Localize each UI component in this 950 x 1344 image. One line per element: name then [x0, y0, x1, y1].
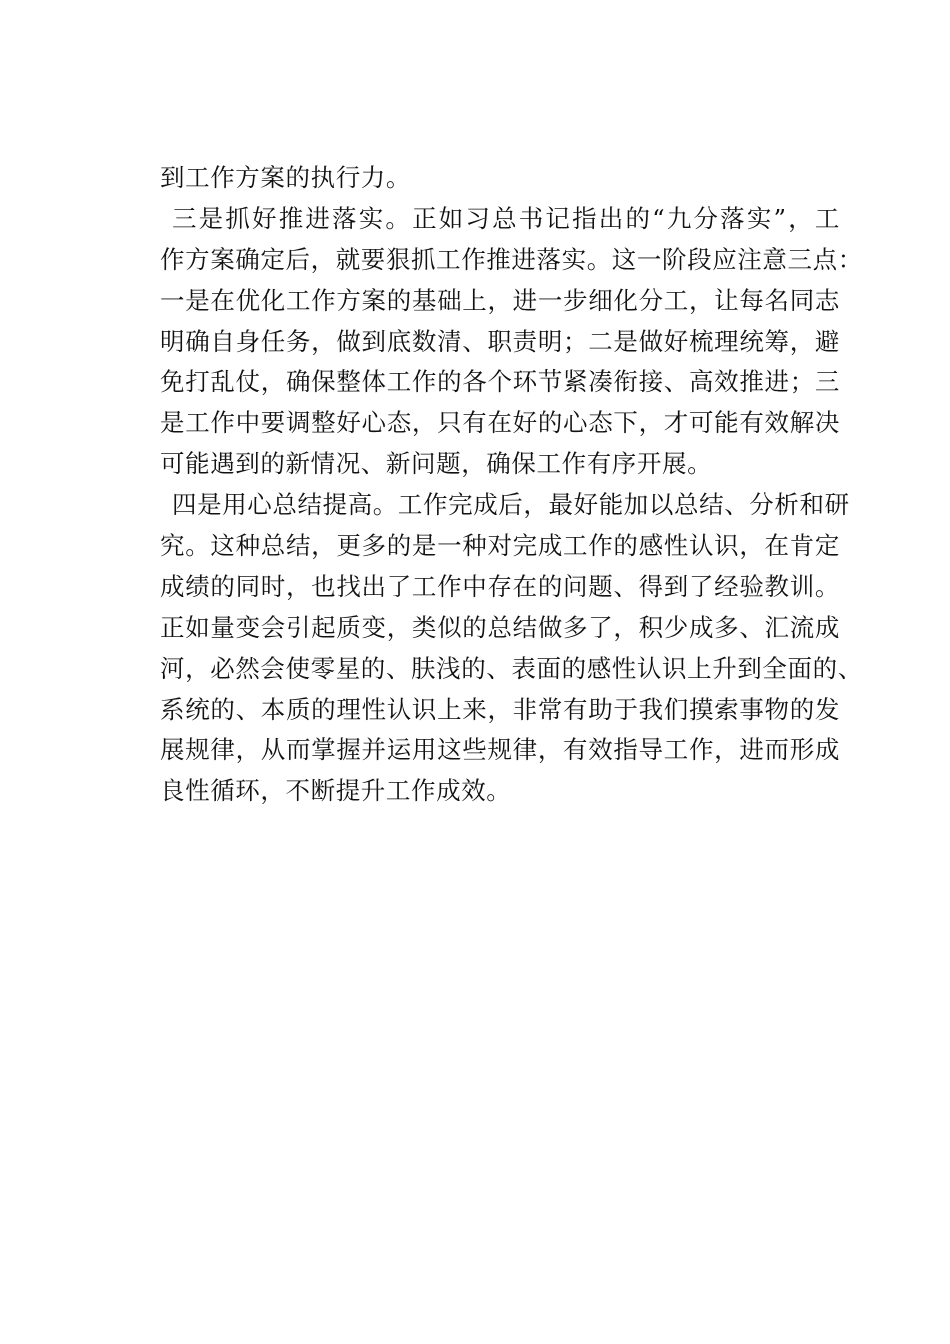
text-line: 系统的、本质的理性认识上来，非常有助于我们摸索事物的发 — [160, 694, 840, 724]
text-line: 良性循环，不断提升工作成效。 — [160, 776, 512, 806]
document-body — [160, 158, 863, 812]
text-line: 展规律，从而掌握并运用这些规律，有效指导工作，进而形成 — [160, 735, 840, 765]
text-line: 四是用心总结提高。工作完成后，最好能加以总结、分析和研 — [172, 490, 850, 520]
text-line: 正如量变会引起质变，类似的总结做多了，积少成多、汇流成 — [160, 612, 840, 642]
text-line: 成绩的同时，也找出了工作中存在的问题、得到了经验教训。 — [160, 571, 840, 601]
text-line: 三是抓好推进落实。正如习总书记指出的“九分落实”，工 — [172, 203, 840, 233]
text-line: 可能遇到的新情况、新问题，确保工作有序开展。 — [160, 449, 713, 479]
text-line: 明确自身任务，做到底数清、职责明；二是做好梳理统筹，避 — [160, 326, 840, 356]
text-line: 河，必然会使零星的、肤浅的、表面的感性认识上升到全面的、 — [160, 653, 863, 683]
text-line: 作方案确定后，就要狠抓工作推进落实。这一阶段应注意三点： — [160, 244, 863, 274]
text-line: 一是在优化工作方案的基础上，进一步细化分工，让每名同志 — [160, 285, 840, 315]
text-line: 究。这种总结，更多的是一种对完成工作的感性认识，在肯定 — [160, 531, 840, 561]
text-line: 免打乱仗，确保整体工作的各个环节紧凑衔接、高效推进；三 — [160, 367, 840, 397]
text-line: 是工作中要调整好心态，只有在好的心态下，才可能有效解决 — [160, 408, 840, 438]
text-line: 到工作方案的执行力。 — [160, 163, 411, 192]
